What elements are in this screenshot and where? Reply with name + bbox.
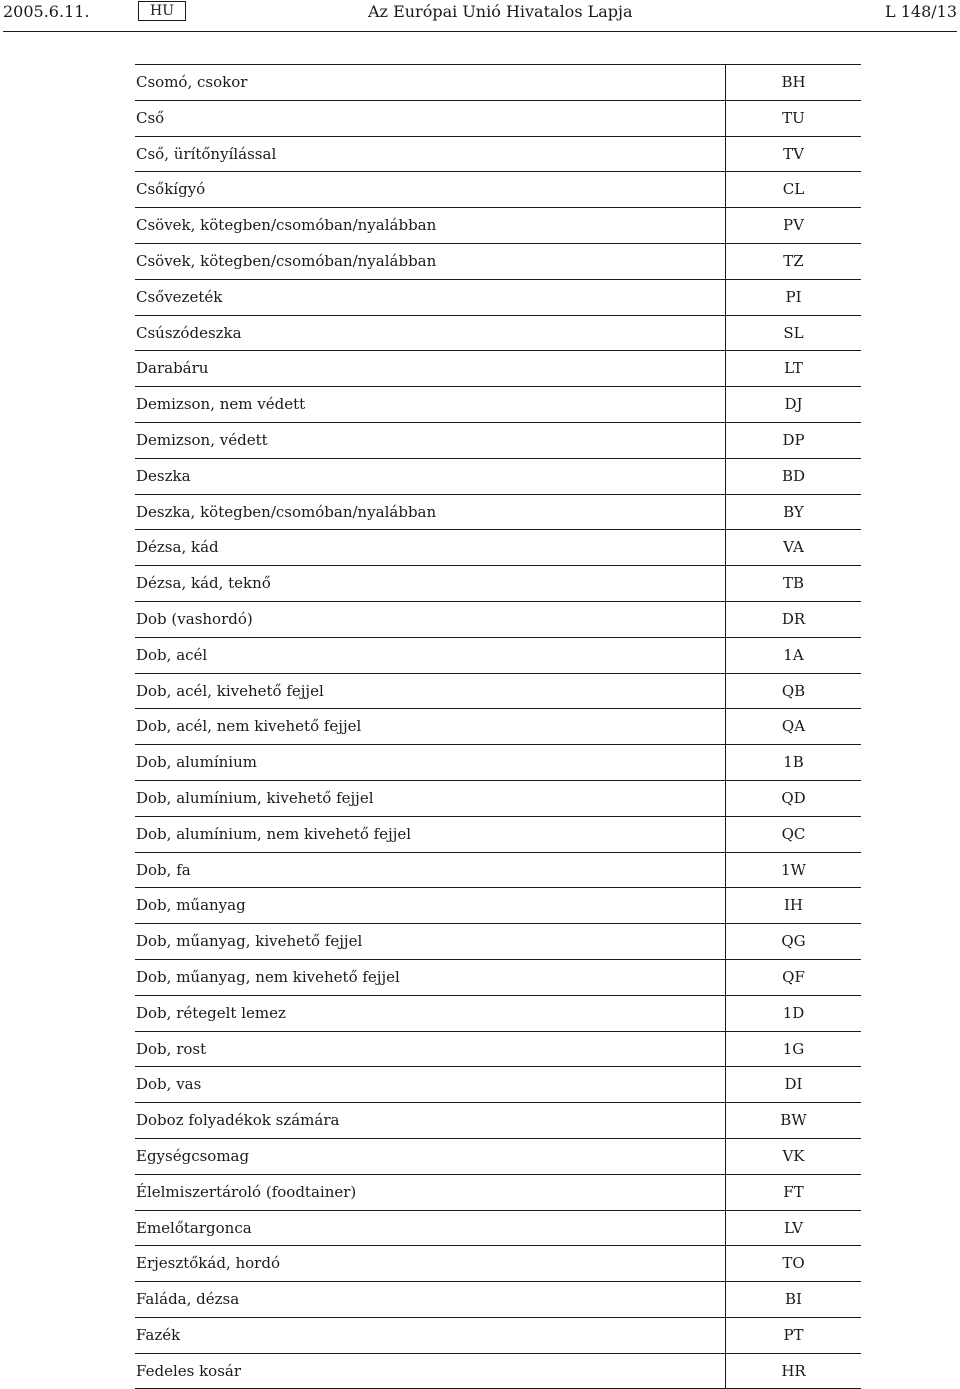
packaging-code: 1B <box>783 753 804 772</box>
packaging-code: 1A <box>783 645 804 664</box>
packaging-description: Deszka <box>135 459 726 494</box>
table-row <box>135 1103 861 1139</box>
table-row <box>135 280 861 316</box>
packaging-description: Csővezeték <box>135 280 726 315</box>
page-header <box>3 0 957 30</box>
packaging-description: Dob, alumínium, nem kivehető fejjel <box>135 817 726 852</box>
packaging-description: Élelmiszertároló (foodtainer) <box>135 1175 726 1210</box>
table-row <box>135 638 861 674</box>
packaging-description: Csőkígyó <box>135 172 726 207</box>
table-row <box>135 996 861 1032</box>
packaging-description: Erjesztőkád, hordó <box>135 1246 726 1281</box>
table-row <box>135 530 861 566</box>
table-row <box>135 1282 861 1318</box>
packaging-code: 1G <box>782 1039 805 1058</box>
packaging-description: Dob, fa <box>135 853 726 888</box>
table-row <box>135 459 861 495</box>
table-row <box>135 316 861 352</box>
packaging-code: VA <box>783 538 804 557</box>
packaging-code: HR <box>781 1361 806 1380</box>
publication-date: 2005.6.11. <box>3 2 90 21</box>
packaging-description: Demizson, védett <box>135 423 726 458</box>
table-row <box>135 674 861 710</box>
packaging-description: Fazék <box>135 1318 726 1353</box>
packaging-description: Faláda, dézsa <box>135 1282 726 1317</box>
packaging-code: IH <box>783 896 803 915</box>
packaging-code: LV <box>783 1218 803 1237</box>
table-row <box>135 1318 861 1354</box>
packaging-code: DP <box>782 430 805 449</box>
packaging-description: Dob, vas <box>135 1067 726 1102</box>
packaging-description: Dob, acél <box>135 638 726 673</box>
table-row <box>135 1067 861 1103</box>
packaging-code: TV <box>783 144 804 163</box>
packaging-code: PT <box>783 1325 804 1344</box>
packaging-code: DR <box>781 609 806 628</box>
table-row <box>135 960 861 996</box>
packaging-description: Csúszódeszka <box>135 316 726 351</box>
packaging-code: DI <box>784 1075 803 1094</box>
table-row <box>135 709 861 745</box>
packaging-description: Deszka, kötegben/csomóban/nyalábban <box>135 495 726 530</box>
table-row <box>135 1211 861 1247</box>
packaging-code: BY <box>783 502 804 521</box>
table-row <box>135 101 861 137</box>
packaging-description: Dézsa, kád <box>135 530 726 565</box>
packaging-code: QF <box>782 967 805 986</box>
table-row <box>135 745 861 781</box>
packaging-code: TU <box>782 108 805 127</box>
table-row <box>135 65 861 101</box>
packaging-description: Dob, acél, kivehető fejjel <box>135 674 726 709</box>
table-row <box>135 817 861 853</box>
packaging-description: Dob, műanyag, nem kivehető fejjel <box>135 960 726 995</box>
table-row <box>135 1139 861 1175</box>
table-row <box>135 853 861 889</box>
packaging-code: VK <box>782 1146 805 1165</box>
packaging-code: TO <box>782 1254 805 1273</box>
page-number: L 148/13 <box>885 2 957 21</box>
packaging-description: Dob, rétegelt lemez <box>135 996 726 1031</box>
table-row <box>135 1175 861 1211</box>
table-row <box>135 244 861 280</box>
packaging-description: Dob, rost <box>135 1032 726 1067</box>
packaging-description: Dob, műanyag, kivehető fejjel <box>135 924 726 959</box>
packaging-code: BI <box>785 1290 802 1309</box>
packaging-code: QB <box>781 681 806 700</box>
packaging-description: Cső <box>135 101 726 136</box>
table-row <box>135 351 861 387</box>
packaging-description: Doboz folyadékok számára <box>135 1103 726 1138</box>
packaging-description: Dob, alumínium <box>135 745 726 780</box>
packaging-description: Csövek, kötegben/csomóban/nyalábban <box>135 244 726 279</box>
language-badge: HU <box>138 1 186 21</box>
packaging-description: Dob, alumínium, kivehető fejjel <box>135 781 726 816</box>
table-row <box>135 781 861 817</box>
packaging-code: PV <box>783 216 804 235</box>
header-divider <box>3 31 957 32</box>
packaging-code: FT <box>783 1182 804 1201</box>
packaging-description: Emelőtargonca <box>135 1211 726 1246</box>
packaging-code: BH <box>781 73 806 91</box>
table-row <box>135 387 861 423</box>
packaging-code: DJ <box>784 395 803 414</box>
table-row <box>135 423 861 459</box>
table-row <box>135 1354 861 1389</box>
packaging-code: 1W <box>781 860 806 879</box>
packaging-description: Fedeles kosár <box>135 1354 726 1389</box>
packaging-code: TZ <box>783 251 804 270</box>
packaging-description: Dob (vashordó) <box>135 602 726 637</box>
packaging-code: PI <box>785 287 802 306</box>
packaging-code: BD <box>781 466 806 485</box>
table-row <box>135 602 861 638</box>
table-row <box>135 172 861 208</box>
packaging-description: Darabáru <box>135 351 726 386</box>
packaging-code: QD <box>781 788 806 807</box>
table-row <box>135 888 861 924</box>
journal-title: Az Európai Unió Hivatalos Lapja <box>368 2 633 21</box>
packaging-code-table <box>135 64 861 1389</box>
packaging-code: TB <box>782 574 805 593</box>
packaging-description: Dob, acél, nem kivehető fejjel <box>135 709 726 744</box>
packaging-code: 1D <box>782 1003 805 1022</box>
table-row <box>135 1246 861 1282</box>
table-row <box>135 1032 861 1068</box>
table-row <box>135 137 861 173</box>
packaging-code: QG <box>781 932 806 951</box>
table-row <box>135 566 861 602</box>
packaging-description: Demizson, nem védett <box>135 387 726 422</box>
packaging-code: QA <box>781 717 806 736</box>
packaging-description: Cső, ürítőnyílással <box>135 137 726 172</box>
packaging-description: Egységcsomag <box>135 1139 726 1174</box>
packaging-code: CL <box>782 180 805 199</box>
packaging-code: SL <box>783 323 804 342</box>
table-row <box>135 924 861 960</box>
packaging-description: Dézsa, kád, teknő <box>135 566 726 601</box>
packaging-description: Csomó, csokor <box>135 65 726 100</box>
packaging-code: BW <box>780 1111 807 1130</box>
packaging-code: LT <box>784 359 803 378</box>
table-row <box>135 208 861 244</box>
packaging-description: Csövek, kötegben/csomóban/nyalábban <box>135 208 726 243</box>
packaging-code: QC <box>781 824 806 843</box>
table-row <box>135 495 861 531</box>
packaging-description: Dob, műanyag <box>135 888 726 923</box>
